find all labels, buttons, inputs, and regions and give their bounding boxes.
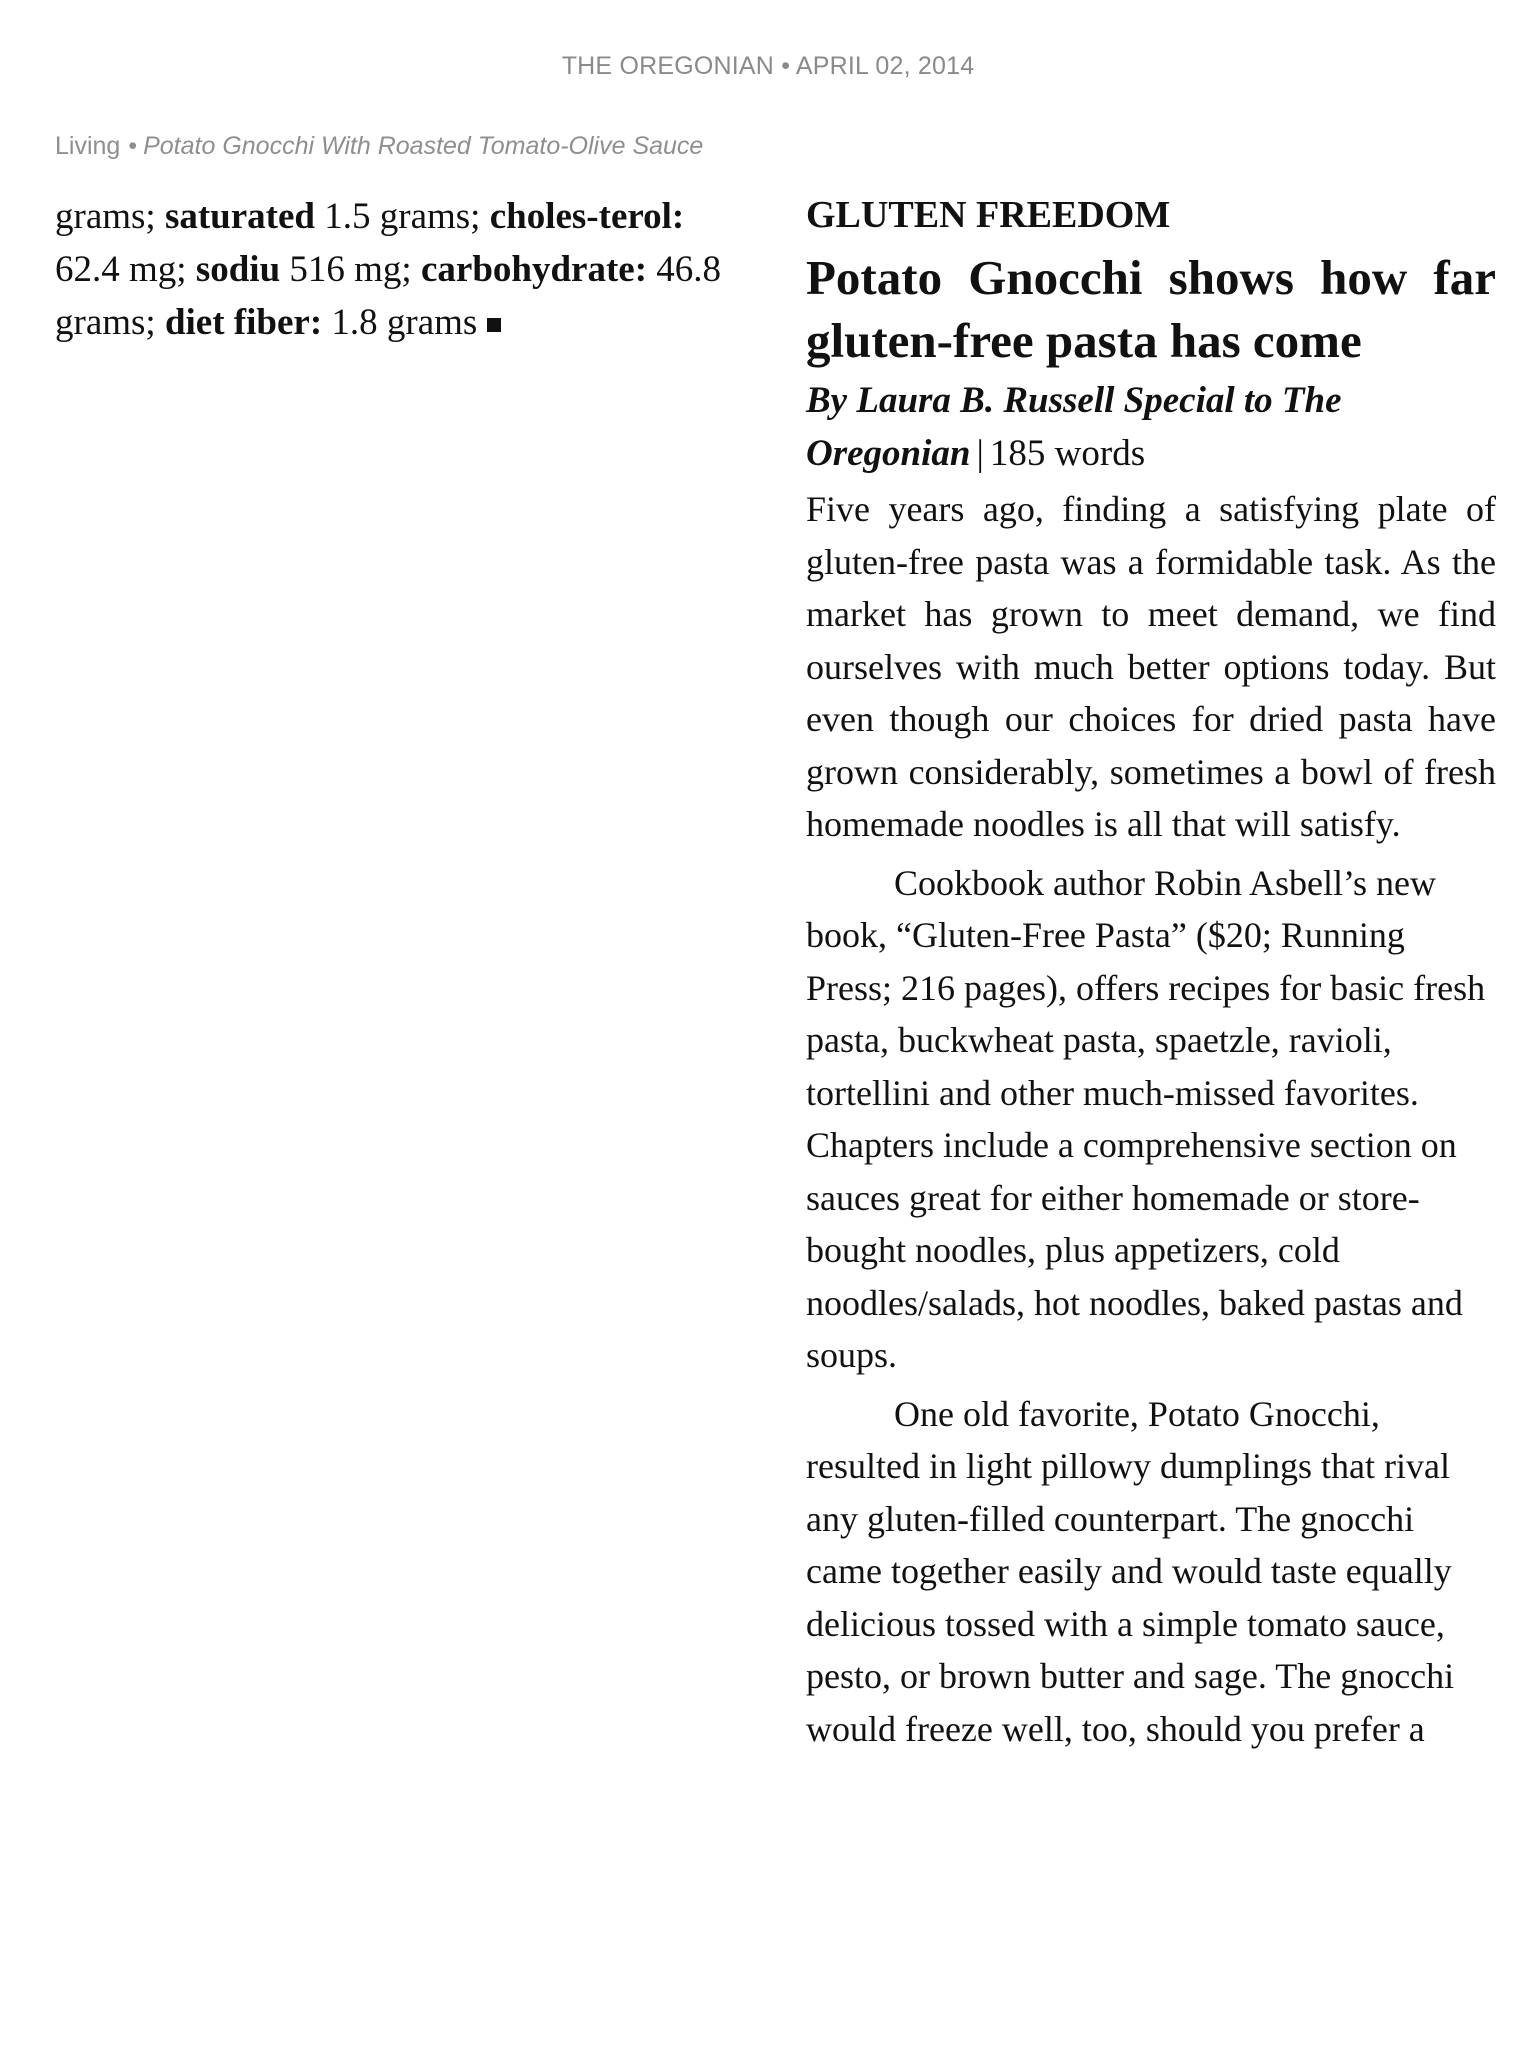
- nutrition-continuation: [55, 190, 735, 349]
- nutrition-label-saturated: saturated: [164, 196, 315, 237]
- article: [806, 190, 1496, 1761]
- article-byline: [806, 374, 1496, 480]
- nutrition-text: grams; saturated 1.5 grams; choles-terol: 62.4 mg; sodiu 516 mg; carbohydrate: 46.8 grams; diet fiber: 1.8 grams: [55, 196, 722, 343]
- nutrition-label-fiber: diet fiber:: [164, 302, 323, 343]
- masthead: THE OREGONIAN • APRIL 02, 2014: [561, 52, 975, 80]
- breadcrumb-separator: •: [128, 132, 138, 160]
- nutrition-label-cholesterol: choles-terol:: [489, 196, 685, 237]
- end-of-article-mark: [487, 318, 501, 332]
- article-kicker: GLUTEN FREEDOM: [806, 194, 1171, 236]
- nutrition-label-carbohydrate: carbohydrate:: [420, 249, 648, 290]
- article-paragraph: Cookbook author Robin Asbell’s new book, “Gluten-Free Pasta” ($20; Running Press; 216 pages), offers recipes for basic fresh pasta, buckwheat pasta, spaetzle, ravioli, tortellini and other much-missed favorites. Chapters include a comprehensive section on sauces great for either homemade or store-bought noodles, plus appetizers, cold noodles/salads, hot noodles, baked pastas and soups.: [806, 862, 1486, 1375]
- breadcrumb-article-title[interactable]: Potato Gnocchi With Roasted Tomato-Olive Sauce: [143, 132, 704, 160]
- byline-separator: |: [976, 433, 984, 474]
- article-headline: Potato Gnocchi shows how far gluten-free pasta has come: [806, 250, 1496, 368]
- breadcrumb-section[interactable]: Living: [55, 132, 121, 160]
- breadcrumb: [55, 132, 703, 161]
- article-paragraph: Five years ago, finding a satisfying plate of gluten-free pasta was a formidable task. As the market has grown to meet demand, we find ourselves with much better options today. But even though our choices for dried pasta have grown considerably, sometimes a bowl of fresh homemade noodles is all that will satisfy.: [806, 489, 1496, 844]
- word-count: 185 words: [989, 433, 1146, 474]
- nutrition-label-sodium: sodiu: [195, 249, 281, 290]
- byline-author: By Laura B. Russell Special to The Oregonian: [806, 380, 1342, 474]
- article-paragraph: One old favorite, Potato Gnocchi, resulted in light pillowy dumplings that rival any gluten-filled counterpart. The gnocchi came together easily and would taste equally delicious tossed with a simple tomato sauce, pesto, or brown butter and sage. The gnocchi would freeze well, too, should you prefer a: [806, 1393, 1455, 1749]
